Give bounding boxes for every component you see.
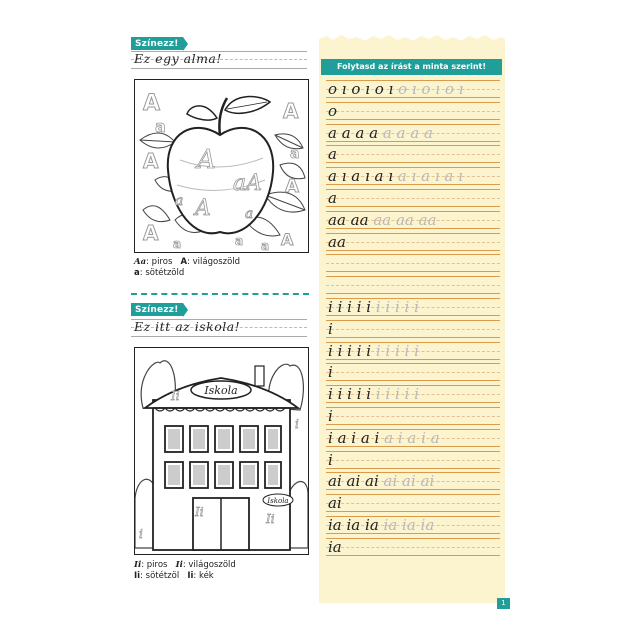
- color-task-tag: Színezz!: [131, 303, 183, 316]
- svg-text:A: A: [197, 145, 216, 175]
- svg-text:a: a: [290, 146, 300, 162]
- svg-text:a: a: [173, 237, 182, 251]
- writing-row: [326, 385, 500, 407]
- practice-instruction: Folytasd az írást a minta szerint!: [321, 59, 502, 75]
- baseline: [326, 511, 500, 512]
- color-legend: [134, 257, 240, 279]
- writing-row: [326, 429, 500, 451]
- midline: [326, 547, 500, 548]
- trace-letters: ai ai ai: [378, 472, 435, 491]
- writing-row: [326, 342, 500, 364]
- page-number: 1: [497, 598, 510, 609]
- model-letters: i: [328, 319, 333, 338]
- legend-letter: Ii: [187, 571, 194, 581]
- rule-line: [326, 189, 500, 190]
- midline: [326, 263, 500, 264]
- writing-row: [326, 538, 500, 560]
- writing-row: [326, 189, 500, 211]
- writing-row: [326, 145, 500, 167]
- apple-illustration: [135, 80, 308, 252]
- svg-text:Ii: Ii: [195, 505, 204, 519]
- midline: [326, 285, 500, 286]
- svg-text:a: a: [245, 206, 254, 222]
- midline: [326, 329, 500, 330]
- model-letters: i i i i i: [328, 385, 372, 404]
- section-heading: Ez egy alma!: [134, 51, 222, 66]
- legend-text: : sötétzöld: [139, 268, 185, 278]
- writing-row: [326, 233, 500, 255]
- model-letters: o ı o ı o ı: [328, 80, 394, 98]
- svg-text:A: A: [283, 99, 299, 123]
- model-letters: ia ia ia: [328, 516, 379, 534]
- svg-text:A: A: [143, 149, 159, 173]
- rule-line: [326, 102, 500, 103]
- handwriting-text: [328, 190, 337, 206]
- midline: [326, 242, 500, 243]
- trace-letters: i i i i i: [371, 385, 419, 404]
- handwriting-text: [328, 517, 434, 533]
- writing-row: [326, 124, 500, 146]
- legend-text: : piros: [141, 560, 168, 570]
- writing-row: [326, 407, 500, 429]
- trace-letters: o ı o ı o ı: [393, 80, 464, 98]
- color-task-tag: Színezz!: [131, 37, 183, 50]
- handwriting-text: [328, 81, 463, 97]
- svg-text:a: a: [261, 239, 270, 252]
- legend-text: : piros: [146, 257, 173, 267]
- rule-line: [326, 145, 500, 146]
- section-heading: Ez itt az iskola!: [134, 319, 241, 334]
- model-letters: i a i a i: [328, 428, 380, 447]
- model-letters: aa aa: [328, 210, 369, 229]
- rule-line: [326, 254, 500, 255]
- writing-row: [326, 102, 500, 124]
- trace-letters: a i a i a: [379, 428, 440, 447]
- writing-row: [326, 254, 500, 276]
- writing-row: [326, 472, 500, 494]
- writing-row: [326, 211, 500, 233]
- baseline: [326, 468, 500, 469]
- writing-row: [326, 516, 500, 538]
- school-coloring-picture: [134, 347, 309, 555]
- legend-text: : világoszöld: [182, 560, 236, 570]
- svg-text:a: a: [155, 117, 166, 136]
- svg-text:A: A: [143, 91, 161, 116]
- handwriting-text: [328, 343, 419, 359]
- model-letters: a: [328, 145, 337, 164]
- section-divider: [131, 293, 309, 295]
- handwriting-text: [328, 125, 433, 141]
- svg-text:a: a: [235, 234, 244, 248]
- handwriting-text: [328, 430, 440, 446]
- legend-letter: Aa: [134, 257, 147, 267]
- baseline: [326, 271, 500, 272]
- trace-letters: a a a a: [378, 123, 433, 142]
- model-letters: i: [328, 363, 333, 382]
- legend-letter: Ii: [134, 560, 142, 570]
- svg-text:A: A: [195, 196, 211, 221]
- legend-letter: Ii: [175, 560, 183, 570]
- svg-text:i: i: [139, 527, 143, 541]
- svg-text:Ii: Ii: [266, 512, 275, 526]
- model-letters: i i i i i: [328, 298, 372, 316]
- rule-line: [326, 494, 500, 495]
- handwriting-text: [328, 168, 463, 184]
- handwriting-text: [328, 103, 337, 119]
- legend-text: : sötétzöl: [140, 571, 180, 581]
- baseline: [326, 293, 500, 294]
- handwriting-text: [328, 364, 333, 380]
- trace-letters: aa aa aa: [368, 210, 437, 229]
- handwriting-text: [328, 495, 342, 511]
- model-letters: o: [328, 101, 338, 120]
- baseline: [326, 337, 500, 338]
- handwriting-text: [328, 386, 419, 402]
- writing-row: [326, 80, 500, 102]
- svg-text:i: i: [295, 417, 299, 431]
- legend-text: : kék: [193, 571, 214, 581]
- model-letters: i i i i i: [328, 341, 372, 360]
- school-sign-text: Iskola: [204, 384, 238, 397]
- trace-letters: i i i i i: [371, 341, 419, 360]
- handwriting-text: [328, 146, 337, 162]
- color-legend: [134, 560, 236, 582]
- midline: [326, 372, 500, 373]
- writing-row: [326, 298, 500, 320]
- baseline: [326, 380, 500, 381]
- rule-line: [326, 276, 500, 277]
- handwriting-text: [328, 234, 346, 250]
- handwriting-text: [328, 539, 342, 555]
- rule-line: [326, 320, 500, 321]
- writing-row: [326, 494, 500, 516]
- apple-coloring-picture: [134, 79, 309, 253]
- svg-text:A: A: [281, 230, 294, 249]
- model-letters: a ı a ı a ı: [328, 167, 394, 186]
- baseline: [326, 119, 500, 120]
- writing-row: [326, 320, 500, 342]
- trace-letters: a ı a ı a ı: [393, 167, 463, 186]
- rule-line: [326, 538, 500, 539]
- svg-text:Ii: Ii: [171, 389, 180, 403]
- writing-row: [326, 276, 500, 298]
- writing-row: [326, 167, 500, 189]
- door-sign-text: Iskola: [267, 497, 289, 505]
- legend-text: : világoszöld: [187, 257, 241, 267]
- model-letters: ia: [328, 537, 342, 556]
- handwriting-text: [328, 212, 437, 228]
- legend-letter: Ii: [134, 571, 141, 581]
- svg-text:aA: aA: [233, 171, 263, 196]
- model-letters: ai: [328, 494, 342, 513]
- model-letters: i: [328, 450, 333, 469]
- handwriting-text: [328, 321, 333, 337]
- school-illustration: [135, 348, 308, 554]
- midline: [326, 503, 500, 504]
- trace-letters: i i i i i: [371, 298, 419, 316]
- rule-line: [326, 233, 500, 234]
- midline: [326, 154, 500, 155]
- midline: [326, 111, 500, 112]
- rule-line: [326, 407, 500, 408]
- svg-text:a: a: [175, 193, 184, 209]
- handwriting-text: [328, 408, 333, 424]
- trace-letters: ia ia ia: [378, 516, 435, 534]
- legend-letter: A: [180, 257, 188, 267]
- writing-row: [326, 451, 500, 473]
- model-letters: a: [328, 189, 337, 207]
- model-letters: a a a a: [328, 123, 379, 142]
- legend-letter: a: [134, 268, 140, 278]
- baseline: [326, 162, 500, 163]
- handwriting-text: [328, 299, 419, 315]
- writing-row: [326, 363, 500, 385]
- baseline: [326, 250, 500, 251]
- rule-line: [326, 363, 500, 364]
- svg-text:A: A: [143, 221, 159, 245]
- model-letters: i: [328, 407, 333, 425]
- handwriting-text: [328, 473, 434, 489]
- model-letters: aa: [328, 232, 346, 251]
- midline: [326, 460, 500, 461]
- baseline: [326, 555, 500, 556]
- baseline: [326, 424, 500, 425]
- handwriting-text: [328, 452, 333, 468]
- model-letters: ai ai ai: [328, 472, 379, 491]
- svg-text:A: A: [285, 176, 299, 197]
- rule-line: [326, 451, 500, 452]
- midline: [326, 198, 500, 199]
- baseline: [326, 206, 500, 207]
- midline: [326, 416, 500, 417]
